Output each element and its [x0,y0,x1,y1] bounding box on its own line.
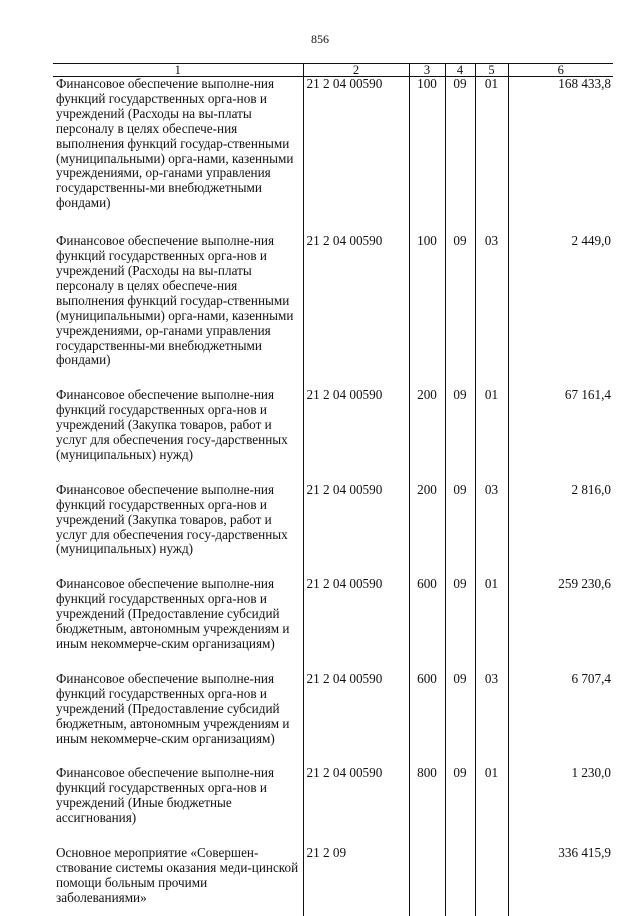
table-row [53,483,613,578]
row-rz: 09 [445,672,475,767]
header-col-vr: 3 [409,64,445,77]
table-row [53,234,613,388]
row-code: 21 2 04 00590 [303,672,409,767]
row-rz: 09 [445,766,475,846]
table-row [53,388,613,483]
row-sum: 1 230,0 [508,766,613,846]
row-pr [475,846,508,916]
row-code: 21 2 04 00590 [303,483,409,578]
row-vr: 600 [409,577,445,672]
row-rz: 09 [445,483,475,578]
table-body [53,77,613,916]
budget-table [53,63,613,916]
row-pr: 03 [475,672,508,767]
row-sum: 67 161,4 [508,388,613,483]
row-sum: 6 707,4 [508,672,613,767]
row-name: Основное мероприятие «Совершен-ствование системы оказания меди-цинской помощи больным прочими заболеваниями» [53,846,303,916]
row-name: Финансовое обеспечение выполне-ния функций государственных орга-нов и учреждений (Предоставление субсидий бюджетным, автономным учреждениям и иным некоммерче-ским организациям) [53,672,303,767]
row-code: 21 2 04 00590 [303,388,409,483]
row-name: Финансовое обеспечение выполне-ния функций государственных орга-нов и учреждений (Расходы на вы-платы персоналу в целях обеспече-ния выполнения функций государ-ственными (муниципальными) орга-нами, казенными учреждениями, ор-ганами управления государственны-ми внебюджетными фондами) [53,77,303,235]
header-col-name: 1 [53,64,303,77]
page-number: 856 [0,32,640,47]
row-vr: 200 [409,483,445,578]
row-rz: 09 [445,388,475,483]
row-sum: 2 816,0 [508,483,613,578]
row-pr: 03 [475,483,508,578]
row-rz [445,846,475,916]
row-sum: 259 230,6 [508,577,613,672]
row-rz: 09 [445,577,475,672]
row-rz: 09 [445,234,475,388]
row-sum: 336 415,9 [508,846,613,916]
row-code: 21 2 04 00590 [303,766,409,846]
row-rz: 09 [445,77,475,235]
header-col-pr: 5 [475,64,508,77]
header-col-code: 2 [303,64,409,77]
table-row [53,77,613,235]
row-vr: 100 [409,77,445,235]
row-pr: 01 [475,388,508,483]
header-col-sum: 6 [508,64,613,77]
row-pr: 01 [475,77,508,235]
table-header-row [53,64,613,77]
table-row [53,846,613,916]
row-code: 21 2 04 00590 [303,234,409,388]
table-row [53,672,613,767]
table-row [53,766,613,846]
row-vr: 800 [409,766,445,846]
row-code: 21 2 04 00590 [303,77,409,235]
row-code: 21 2 09 [303,846,409,916]
row-pr: 03 [475,234,508,388]
row-vr: 200 [409,388,445,483]
row-name: Финансовое обеспечение выполне-ния функций государственных орга-нов и учреждений (Закупка товаров, работ и услуг для обеспечения госу-дарственных (муниципальных) нужд) [53,483,303,578]
row-name: Финансовое обеспечение выполне-ния функций государственных орга-нов и учреждений (Иные бюджетные ассигнования) [53,766,303,846]
row-vr [409,846,445,916]
table-row [53,577,613,672]
row-code: 21 2 04 00590 [303,577,409,672]
row-vr: 100 [409,234,445,388]
header-col-rz: 4 [445,64,475,77]
row-pr: 01 [475,766,508,846]
row-sum: 2 449,0 [508,234,613,388]
row-pr: 01 [475,577,508,672]
row-name: Финансовое обеспечение выполне-ния функций государственных орга-нов и учреждений (Предоставление субсидий бюджетным, автономным учреждениям и иным некоммерче-ским организациям) [53,577,303,672]
row-sum: 168 433,8 [508,77,613,235]
row-name: Финансовое обеспечение выполне-ния функций государственных орга-нов и учреждений (Закупка товаров, работ и услуг для обеспечения госу-дарственных (муниципальных) нужд) [53,388,303,483]
row-name: Финансовое обеспечение выполне-ния функций государственных орга-нов и учреждений (Расходы на вы-платы персоналу в целях обеспече-ния выполнения функций государ-ственными (муниципальными) орга-нами, казенными учреждениями, ор-ганами управления государственны-ми внебюджетными фондами) [53,234,303,388]
row-vr: 600 [409,672,445,767]
